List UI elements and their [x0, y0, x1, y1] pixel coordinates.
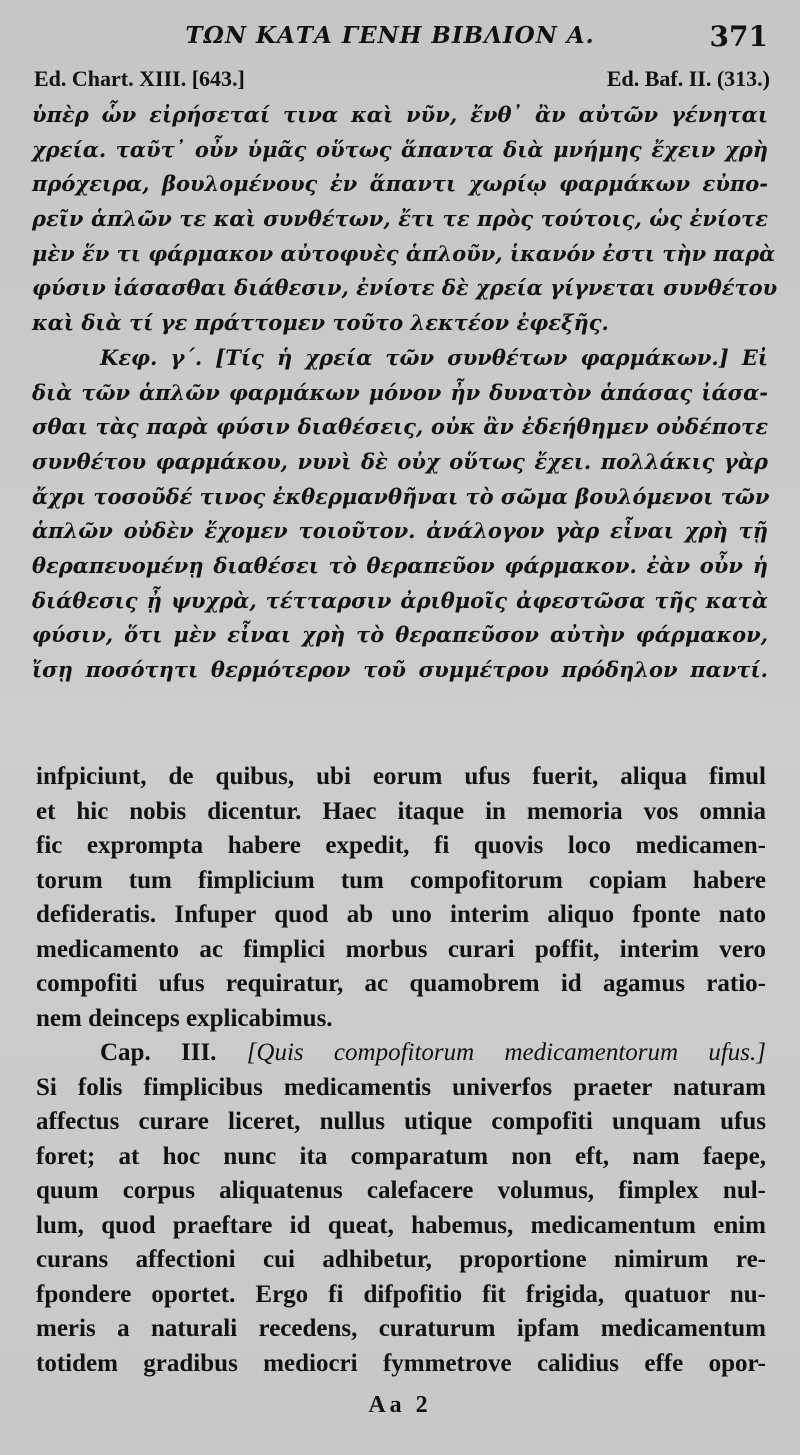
- greek-line: ἴσῃ ποσότητι θερμότερον τοῦ συμμέτρου πρόδηλον παντί.: [32, 657, 768, 682]
- running-head: [0, 18, 800, 58]
- latin-line: defideratis. Infuper quod ab uno interim aliquo fponte nato: [36, 901, 766, 928]
- greek-line: ἄχρι τοσοῦδέ τινος ἐκθερμανθῆναι τὸ σῶμα βουλόμενοι τῶν: [32, 483, 770, 509]
- running-title: ΤΩΝ ΚΑΤΑ ΓΕΝΗ ΒΙΒΛΙΟΝ Α.: [185, 22, 595, 49]
- latin-line: fic exprompta habere expedit, fi quovis loco medicamen-: [36, 832, 766, 859]
- latin-line: medicamento ac fimplici morbus curari poffit, interim vero: [36, 935, 766, 963]
- latin-chapter-heading: [36, 1036, 766, 1071]
- latin-line: compofiti ufus requiratur, ac quamobrem id agamus ratio-: [36, 970, 766, 997]
- latin-line: affectus curare liceret, nullus utique compofiti unquam ufus: [36, 1108, 766, 1135]
- latin-line: totidem gradibus mediocri fymmetrove calidius effe opor-: [36, 1349, 766, 1377]
- greek-line: φύσιν ἰάσασθαι διάθεσιν, ἐνίοτε δὲ χρεία γίγνεται συνθέτου: [32, 275, 778, 301]
- greek-line: σθαι τὰς παρὰ φύσιν διαθέσεις, οὐκ ἂν ἐδεήθημεν οὐδέποτε: [32, 414, 768, 440]
- latin-line: Si folis fimplicibus medicamentis univerfos praeter naturam: [36, 1073, 766, 1101]
- latin-line: et hic nobis dicentur. Haec itaque in memoria vos omnia: [36, 797, 766, 825]
- greek-line: καὶ διὰ τί γε πράττομεν τοῦτο λεκτέον ἐφεξῆς.: [32, 310, 609, 336]
- page-number: 371: [709, 20, 768, 53]
- chapter-label: Cap. III.: [100, 1039, 217, 1066]
- latin-text-block: [36, 760, 766, 1381]
- greek-line: θεραπευομένῃ διαθέσει τὸ θεραπεῦον φάρμακον. ἐὰν οὖν ἡ: [32, 552, 768, 578]
- greek-line: φύσιν, ὅτι μὲν εἶναι χρὴ τὸ θεραπεῦσον αὐτὴν φάρμακον,: [32, 622, 768, 648]
- greek-line: μὲν ἕν τι φάρμακον αὐτοφυὲς ἁπλοῦν, ἱκανόν ἐστι τὴν παρὰ: [32, 240, 776, 266]
- greek-line: χρεία. ταῦτ᾽ οὖν ὑμᾶς οὕτως ἅπαντα διὰ μνήμης ἔχειν χρὴ: [32, 136, 768, 162]
- greek-chapter-heading: Κεφ. γ΄. [Τίς ἡ χρεία τῶν συνθέτων φαρμάκων.] Εἰ: [100, 344, 768, 370]
- greek-line: πρόχειρα, βουλομένους ἐν ἅπαντι χωρίῳ φαρμάκων εὐπο-: [32, 171, 768, 197]
- latin-line: quum corpus aliquatenus calefacere volumus, fimplex nul-: [36, 1177, 766, 1204]
- latin-line: lum, quod praeftare id queat, habemus, medicamentum enim: [36, 1211, 766, 1239]
- greek-line: διάθεσις ᾖ ψυχρὰ, τέτταρσιν ἀριθμοῖς ἀφεστῶσα τῆς κατὰ: [32, 587, 768, 613]
- chapter-title: [Quis compofitorum medicamentorum ufus.]: [246, 1039, 766, 1066]
- edition-ref-chartier: Ed. Chart. XIII. [643.]: [34, 66, 245, 91]
- edition-references: [0, 66, 800, 96]
- edition-ref-basel: Ed. Baf. II. (313.): [606, 66, 770, 91]
- latin-line: foret; at hoc nunc ita comparatum non eft, nam faepe,: [36, 1142, 766, 1170]
- latin-line: torum tum fimplicium tum compofitorum copiam habere: [36, 866, 766, 894]
- greek-line: ρεῖν ἁπλῶν τε καὶ συνθέτων, ἔτι τε πρὸς τούτοις, ὡς ἐνίοτε: [32, 206, 768, 232]
- signature-mark: Aa 2: [368, 1392, 432, 1418]
- latin-line: infpiciunt, de quibus, ubi eorum ufus fuerit, aliqua fimul: [36, 763, 766, 790]
- latin-line: nem deinceps explicabimus.: [36, 1004, 333, 1032]
- latin-line: meris a naturali recedens, curaturum ipfam medicamentum: [36, 1315, 766, 1342]
- latin-line: fpondere oportet. Ergo fi difpofitio fit frigida, quatuor nu-: [36, 1280, 766, 1308]
- greek-line: διὰ τῶν ἁπλῶν φαρμάκων μόνον ἦν δυνατὸν ἁπάσας ἰάσα-: [32, 379, 768, 405]
- greek-text-block: [32, 98, 778, 688]
- greek-line: ἁπλῶν οὐδὲν ἔχομεν τοιοῦτον. ἀνάλογον γὰρ εἶναι χρὴ τῇ: [32, 518, 768, 544]
- greek-line: συνθέτου φαρμάκου, νυνὶ δὲ οὐχ οὕτως ἔχει. πολλάκις γὰρ: [32, 448, 768, 474]
- latin-line: curans affectioni cui adhibetur, proportione nimirum re-: [36, 1246, 766, 1273]
- greek-line: ὑπὲρ ὧν εἰρήσεταί τινα καὶ νῦν, ἔνθ᾽ ἂν αὐτῶν γένηται: [32, 102, 768, 127]
